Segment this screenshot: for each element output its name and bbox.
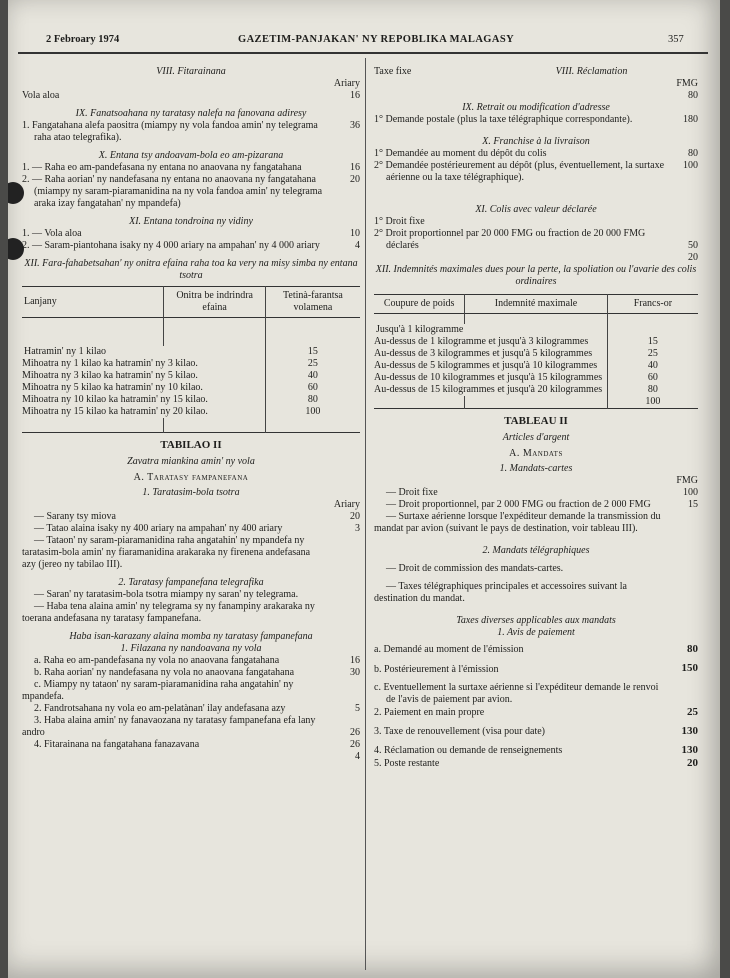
column-separator <box>365 58 366 970</box>
fee-label: 4. Fitarainana na fangatahana fanazavana <box>34 739 200 751</box>
section-heading: Zavatra miankina amin' ny vola <box>127 456 255 468</box>
section-heading: VIII. Réclamation <box>555 66 628 77</box>
table-cell: Hatramin' ny 1 kilao <box>24 346 107 357</box>
fee-label: 2° Droit proportionnel par 20 000 FMG ou fraction de 20 000 FMG déclarés <box>374 228 646 251</box>
section-heading: XII. Fara-fahabetsahan' ny onitra efaina raha toa ka very na misy simba ny entana tsotra <box>24 258 358 281</box>
fee-label: — Droit fixe <box>386 487 438 499</box>
fee-label: 1° Demande postale (plus la taxe télégraphique correspondante). <box>374 114 633 125</box>
section-heading: A. Taratasy fampanefana <box>133 472 249 484</box>
table-cell <box>607 324 698 336</box>
table-cell: 40 <box>607 360 698 372</box>
fee-label: 3. Taxe de renouvellement (visa pour date) <box>374 725 545 737</box>
table-cell: 40 <box>265 370 360 382</box>
fee-label: 3. Haba alaina amin' ny fanavaozana ny taratasy fampanefana efa lany andro <box>22 715 316 739</box>
fee-label: — Taxes télégraphiques principales et accessoires suivant la destination du mandat. <box>374 581 627 605</box>
fee-label: 2. — Raha aorian' ny nandefasana ny entana no anaovana ny fangatahana (miampy ny saram-piaramanidina na ny vola fandoa amin' ny telegrama araka izay fangatahan' ny mpandefa) <box>22 174 323 209</box>
fee-value: 36 <box>350 120 360 131</box>
table-cell: 80 <box>607 384 698 396</box>
fee-value: 26 <box>350 727 360 739</box>
fee-label: b. Raha aorian' ny nandefasana ny vola no anaovana fangatahana <box>34 667 295 679</box>
column-header: Francs-or <box>607 295 698 314</box>
table-cell: Mihoatra ny 5 kilao ka hatramin' ny 10 kilao. <box>22 382 203 393</box>
column-header: Tetinà-farantsa volamena <box>265 287 360 318</box>
fee-label: a. Raha eo am-pandefasana ny vola no anaovana fangatahana <box>34 655 280 667</box>
table-cell: Au-dessus de 15 kilogrammes et jusqu'à 20 kilogrammes <box>374 384 603 395</box>
fee-label: 4. Réclamation ou demande de renseignements <box>374 745 563 757</box>
table-cell: Au-dessus de 10 kilogrammes et jusqu'à 15 kilogrammes <box>374 372 603 383</box>
fee-value: 130 <box>681 724 698 737</box>
fee-value: 4 <box>355 751 360 763</box>
weight-table <box>374 294 698 409</box>
fee-label: Taxe fixe <box>374 66 412 77</box>
section-heading: XI. Entana tondroina ny vidiny <box>129 216 253 227</box>
fee-value: 4 <box>355 240 360 251</box>
header-rule <box>18 52 708 54</box>
unit-label: Ariary <box>333 78 360 89</box>
left-column <box>22 66 360 763</box>
fee-label: a. Demandé au moment de l'émission <box>374 644 524 656</box>
table-cell: Au-dessus de 3 kilogrammes et jusqu'à 5 kilogrammes <box>374 348 593 359</box>
fee-value: 20 <box>688 252 698 263</box>
fee-value: 150 <box>681 662 698 675</box>
fee-label: 2° Demandée postérieurement au dépôt (plus, éventuellement, la surtaxe aérienne ou la taxe télégraphique). <box>374 160 665 183</box>
section-heading: 1. Filazana ny nandoavana ny vola <box>120 643 262 655</box>
section-heading: 1. Taratasim-bola tsotra <box>142 487 240 499</box>
fee-label: Vola aloa <box>22 90 60 101</box>
fee-value: 30 <box>350 667 360 679</box>
fee-value: 3 <box>355 523 360 535</box>
fee-value: 20 <box>350 174 360 185</box>
table-cell: Au-dessus de 5 kilogrammes et jusqu'à 10 kilogrammes <box>374 360 598 371</box>
section-heading: 2. Mandats télégraphiques <box>482 545 590 557</box>
section-heading: X. Franchise à la livraison <box>482 136 590 147</box>
table-cell: 25 <box>607 348 698 360</box>
fee-value: 25 <box>687 705 698 718</box>
fee-value: 26 <box>350 739 360 751</box>
header-date: 2 Febroary 1974 <box>46 34 120 45</box>
section-heading: 1. Mandats-cartes <box>499 463 573 475</box>
column-header: Indemnité maximale <box>465 295 608 314</box>
fee-label: 2. Paiement en main propre <box>374 706 485 718</box>
section-heading: 1. Avis de paiement <box>497 627 575 639</box>
fee-value: 16 <box>350 162 360 173</box>
table-title: TABILAO II <box>160 439 222 451</box>
fee-label: — Tataо alaina isaky ny 400 ariary na ampahan' ny 400 ariary <box>34 523 283 535</box>
fee-label: — Sarany tsy miova <box>34 511 116 523</box>
header-title: GAZETIM-PANJAKAN' NY REPOBLIKA MALAGASY <box>238 34 515 45</box>
fee-label: — Tataon' ny saram-piaramanidina raha angatahin' ny mpandefa ny taratasim-bola amin' ny fiaramanidina arakaraka ny firenena andefasana azy (jereo ny tabilao III). <box>22 535 311 571</box>
table-cell: Au-dessus de 1 kilogramme et jusqu'à 3 kilogrammes <box>374 336 589 347</box>
fee-label: c. Miampy ny tataon' ny saram-piaramanidina raha angatahin' ny mpandefa. <box>22 679 294 703</box>
fee-value: 15 <box>688 499 698 511</box>
fee-label: 1. Fangatahana alefa paositra (miampy ny vola fandoa amin' ny telegrama raha atao telegrafika). <box>22 120 318 143</box>
fee-value: 180 <box>683 114 698 125</box>
table-cell: 60 <box>607 372 698 384</box>
section-heading: 2. Taratasy fampanefana telegrafika <box>118 577 264 589</box>
table-cell: 15 <box>607 336 698 348</box>
right-column <box>374 66 698 770</box>
table-cell: 60 <box>265 382 360 394</box>
section-heading: IX. Retrait ou modification d'adresse <box>462 102 610 113</box>
column-header: Onitra be indrindra efaina <box>164 287 265 318</box>
section-heading: A. Mandats <box>509 448 563 460</box>
section-heading: Articles d'argent <box>502 432 570 444</box>
fee-value: 10 <box>350 228 360 239</box>
fee-label: — Droit de commission des mandats-cartes. <box>386 563 564 575</box>
column-header: Lanjany <box>24 296 57 307</box>
table-cell: 100 <box>607 396 698 409</box>
fee-label: — Droit proportionnel, par 2 000 FMG ou fraction de 2 000 FMG <box>386 499 651 511</box>
section-heading: XI. Colis avec valeur déclarée <box>475 204 597 215</box>
table-cell: Mihoatra ny 1 kilao ka hatramin' ny 3 kilao. <box>22 358 198 369</box>
table-cell: 25 <box>265 358 360 370</box>
fee-label: — Haba tena alaina amin' ny telegrama sy ny fanampiny arakaraka ny toerana andefasana ny taratasy fampanefana. <box>22 601 315 625</box>
fee-value: 100 <box>683 487 698 499</box>
table-cell: 80 <box>265 394 360 406</box>
weight-table <box>22 286 360 433</box>
fee-label: 2. Fandrotsahana ny vola eo am-pelatànan' ilay andefasana azy <box>34 703 286 715</box>
fee-value: 80 <box>687 643 698 656</box>
fee-value: 16 <box>350 90 360 101</box>
fee-label: 5. Poste restante <box>374 758 440 770</box>
section-heading: IX. Fanatsoahana ny taratasy nalefa na fanovana adiresy <box>75 108 307 119</box>
table-cell: 100 <box>265 406 360 418</box>
section-heading: Haba isan-karazany alaina momba ny taratasy fampanefana <box>69 631 313 643</box>
fee-label: 1. — Raha eo am-pandefasana ny entana no anaovana ny fangatahana <box>22 162 302 173</box>
table-cell: Jusqu'à 1 kilogramme <box>376 324 464 335</box>
document-page <box>8 0 720 978</box>
table-title: TABLEAU II <box>504 415 568 427</box>
fee-label: — Saran' ny taratasim-bola tsotra miampy ny saran' ny telegrama. <box>34 589 299 601</box>
unit-label: Ariary <box>333 499 360 511</box>
fee-value: 80 <box>688 90 698 101</box>
fee-value: 100 <box>683 160 698 171</box>
section-heading: Taxes diverses applicables aux mandats <box>456 615 616 627</box>
section-heading: X. Entana tsy andoavam-bola eo am-pizarana <box>98 150 284 161</box>
unit-label: FMG <box>676 78 698 89</box>
fee-label: c. Eventuellement la surtaxe aérienne si l'expéditeur demande le renvoi de l'avis de paiement par avion. <box>374 681 659 705</box>
section-heading: VIII. Fitarainana <box>156 66 226 77</box>
fee-label: 1° Droit fixe <box>374 216 425 227</box>
fee-label: 2. — Saram-piantohana isaky ny 4 000 ariary na ampahan' ny 4 000 ariary <box>22 240 320 251</box>
page-number: 357 <box>668 34 684 45</box>
unit-label: FMG <box>676 475 698 487</box>
table-cell: Mihoatra ny 3 kilao ka hatramin' ny 5 kilao. <box>22 370 198 381</box>
fee-value: 16 <box>350 655 360 667</box>
column-header: Coupure de poids <box>383 298 455 309</box>
fee-value: 5 <box>355 703 360 715</box>
fee-label: — Surtaxe aérienne lorsque l'expéditeur demande la transmission du mandat par avion (suivant le pays de destination, voir tableau III). <box>374 511 661 535</box>
fee-value: 80 <box>688 148 698 159</box>
fee-value: 20 <box>350 511 360 523</box>
fee-label: 1° Demandée au moment du dépôt du colis <box>374 148 547 159</box>
fee-value: 20 <box>687 757 698 770</box>
fee-value: 130 <box>681 743 698 756</box>
table-cell: Mihoatra ny 15 kilao ka hatramin' ny 20 kilao. <box>22 406 208 417</box>
table-cell: Mihoatra ny 10 kilao ka hatramin' ny 15 kilao. <box>22 394 208 405</box>
section-heading: XII. Indemnités maximales dues pour la perte, la spoliation ou l'avarie des colis ordinaires <box>375 264 697 287</box>
table-cell: 15 <box>265 346 360 358</box>
fee-label: b. Postérieurement à l'émission <box>374 663 499 675</box>
fee-label: 1. — Vola aloa <box>22 228 82 239</box>
fee-value: 50 <box>688 240 698 251</box>
